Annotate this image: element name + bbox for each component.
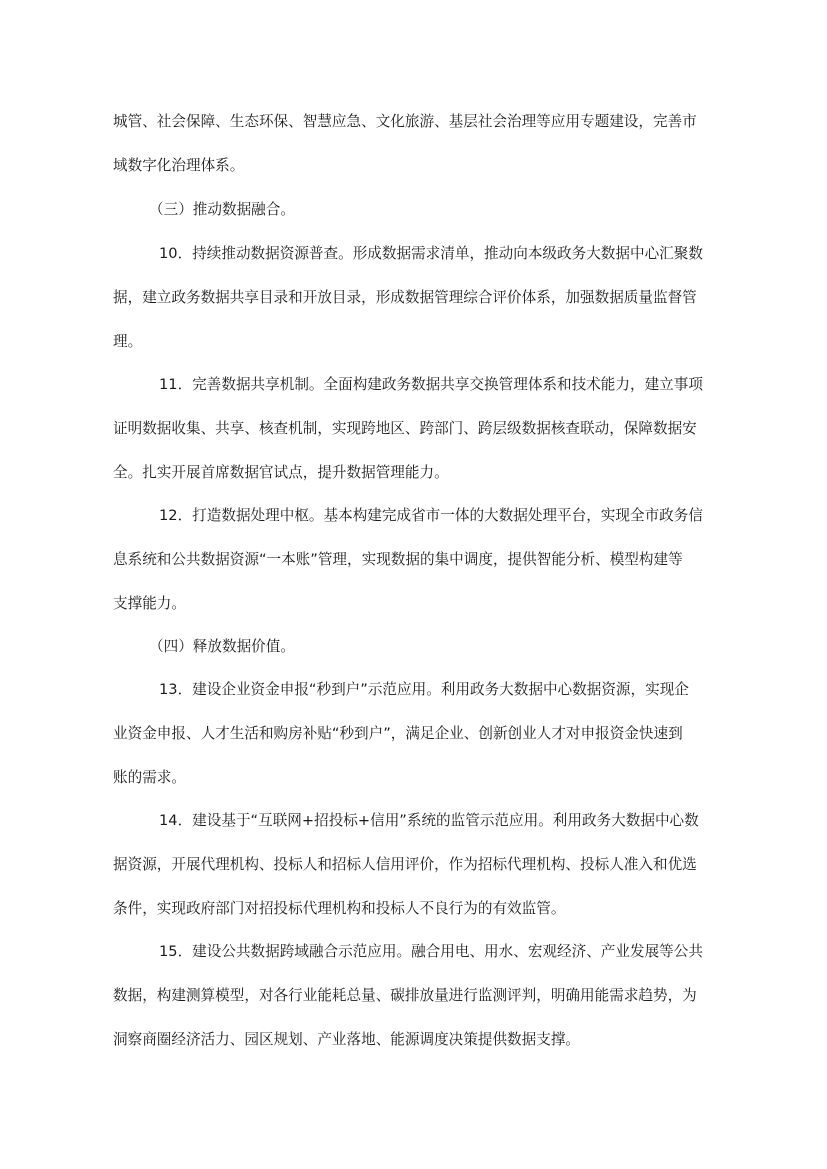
paragraph-line: 业资金申报、人才生活和购房补贴“秒到户”，满足企业、创新创业人才对申报资金快速到 bbox=[113, 725, 683, 742]
paragraph-line: 全。扎实开展首席数据官试点，提升数据管理能力。 bbox=[113, 464, 449, 481]
paragraph-line: 账的需求。 bbox=[113, 769, 186, 786]
paragraph-line: 证明数据收集、共享、核查机制，实现跨地区、跨部门、跨层级数据核查联动，保障数据安 bbox=[113, 420, 697, 437]
paragraph-line: 15．建设公共数据跨域融合示范应用。融合用电、用水、宏观经济、产业发展等公共 bbox=[159, 943, 703, 960]
section-heading: （四）释放数据价值。 bbox=[149, 638, 295, 655]
paragraph-line: 息系统和公共数据资源“一本账”管理，实现数据的集中调度，提供智能分析、模型构建等 bbox=[113, 551, 683, 568]
paragraph-line: 支撑能力。 bbox=[113, 595, 186, 612]
paragraph-line: 理。 bbox=[113, 333, 143, 350]
paragraph-line: 13．建设企业资金申报“秒到户”示范应用。利用政务大数据中心数据资源，实现企 bbox=[159, 681, 689, 698]
paragraph-line: 城管、社会保障、生态环保、智慧应急、文化旅游、基层社会治理等应用专题建设，完善市 bbox=[113, 113, 697, 130]
paragraph-line: 12．打造数据处理中枢。基本构建完成省市一体的大数据处理平台，实现全市政务信 bbox=[159, 507, 703, 524]
paragraph-line: 14．建设基于“互联网+招投标+信用”系统的监管示范应用。利用政务大数据中心数 bbox=[159, 812, 699, 829]
paragraph-line: 条件，实现政府部门对招投标代理机构和投标人不良行为的有效监管。 bbox=[113, 900, 566, 917]
paragraph-line: 域数字化治理体系。 bbox=[113, 157, 245, 174]
paragraph-line: 11．完善数据共享机制。全面构建政务数据共享交换管理体系和技术能力，建立事项 bbox=[159, 376, 703, 393]
paragraph-line: 洞察商圈经济活力、园区规划、产业落地、能源调度决策提供数据支撑。 bbox=[113, 1031, 581, 1048]
paragraph-line: 据，建立政务数据共享目录和开放目录，形成数据管理综合评价体系，加强数据质量监督管 bbox=[113, 289, 697, 306]
paragraph-line: 10．持续推动数据资源普查。形成数据需求清单，推动向本级政务大数据中心汇聚数 bbox=[159, 245, 703, 262]
paragraph-line: 据资源，开展代理机构、投标人和招标人信用评价，作为招标代理机构、投标人准入和优选 bbox=[113, 856, 697, 873]
section-heading: （三）推动数据融合。 bbox=[149, 201, 295, 218]
paragraph-line: 数据，构建测算模型，对各行业能耗总量、碳排放量进行监测评判，明确用能需求趋势，为 bbox=[113, 987, 697, 1004]
